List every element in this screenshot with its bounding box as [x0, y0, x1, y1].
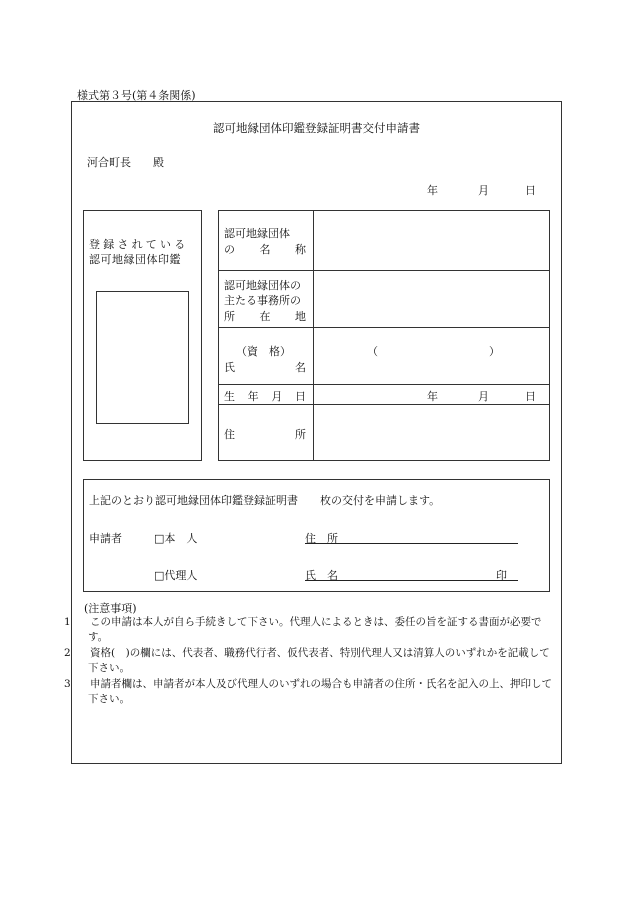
notes-title: (注意事項) — [84, 602, 137, 615]
dob-year: 年 — [427, 390, 438, 403]
office-label-char: 所 — [224, 310, 235, 323]
seal-impression-area[interactable] — [96, 291, 189, 424]
note-item — [64, 646, 558, 676]
rep-name-label-char: 氏 — [224, 361, 235, 374]
note-text: 申請者欄は、申請者が本人及び代理人のいずれの場合も申請者の住所・氏名を記入の上、押印して下さい。 — [88, 678, 552, 705]
table-row-line — [218, 384, 550, 385]
seal-box-label-line1: 登録されている — [89, 238, 189, 251]
qualification-label: （資 格） — [236, 345, 291, 358]
dob-label-char: 日 — [294, 390, 306, 403]
rep-address-label — [224, 426, 306, 442]
note-number: 3 — [64, 678, 71, 690]
applicant-label: 申請者 — [89, 532, 122, 545]
dob-day: 日 — [525, 390, 536, 403]
request-text: 上記のとおり認可地縁団体印鑑登録証明書 枚の交付を申請します。 — [89, 494, 441, 507]
office-label-line1: 認可地縁団体の — [224, 279, 301, 292]
note-text: この申請は本人が自ら手続きして下さい。代理人によるときは、委任の旨を証する書面が必要です。 — [88, 616, 542, 643]
note-number: 2 — [64, 647, 71, 659]
office-label-line2: 主たる事務所の — [224, 294, 301, 307]
form-title: 認可地縁団体印鑑登録証明書交付申請書 — [213, 121, 420, 135]
note-item — [64, 677, 558, 707]
name-label-char: の — [224, 243, 235, 256]
rep-address-label-char: 所 — [295, 428, 306, 441]
applicant-address-line[interactable] — [305, 543, 518, 544]
note-number: 1 — [64, 616, 71, 628]
representative-address-field[interactable] — [314, 405, 549, 460]
rep-name-label-char: 名 — [295, 361, 306, 374]
dob-label-char: 月 — [271, 390, 283, 403]
org-name-field[interactable] — [314, 211, 549, 269]
office-address-field[interactable] — [314, 271, 549, 326]
checkbox-agent[interactable]: □代理人 — [154, 569, 198, 582]
dob-label-char: 年 — [247, 390, 259, 403]
seal-mark: 印 — [496, 569, 507, 582]
dob-label-char: 生 — [224, 390, 235, 403]
qualification-close-paren: ） — [489, 345, 500, 358]
applicant-name-line[interactable] — [305, 580, 518, 581]
office-label-char: 在 — [259, 310, 271, 323]
date-year: 年 — [427, 184, 438, 197]
representative-name-label — [224, 359, 306, 375]
applicant-name-label: 氏 名 — [305, 569, 338, 582]
checkbox-self[interactable]: □本 人 — [154, 532, 198, 545]
dob-month: 月 — [478, 390, 489, 403]
seal-box-label-line2: 認可地縁団体印鑑 — [89, 253, 181, 266]
addressee: 河合町長 殿 — [87, 156, 164, 169]
name-label-line2 — [224, 241, 306, 257]
representative-name-field[interactable] — [314, 328, 549, 383]
office-label-char: 地 — [295, 310, 306, 323]
qualification-open-paren: （ — [367, 345, 378, 358]
note-text: 資格( )の欄には、代表者、職務代行者、仮代表者、特別代理人又は清算人のいずれかを記載して下さい。 — [88, 647, 550, 674]
name-label-line1: 認可地縁団体 — [224, 227, 290, 240]
note-item — [64, 615, 558, 645]
name-label-char: 名 — [259, 243, 271, 256]
dob-label — [224, 388, 306, 404]
rep-address-label-char: 住 — [224, 428, 235, 441]
name-label-char: 称 — [295, 243, 306, 256]
date-month: 月 — [478, 184, 489, 197]
date-day: 日 — [525, 184, 536, 197]
applicant-address-label: 住 所 — [305, 532, 338, 545]
office-label-line3 — [224, 308, 306, 324]
form-number-label: 様式第３号(第４条関係) — [77, 89, 196, 102]
